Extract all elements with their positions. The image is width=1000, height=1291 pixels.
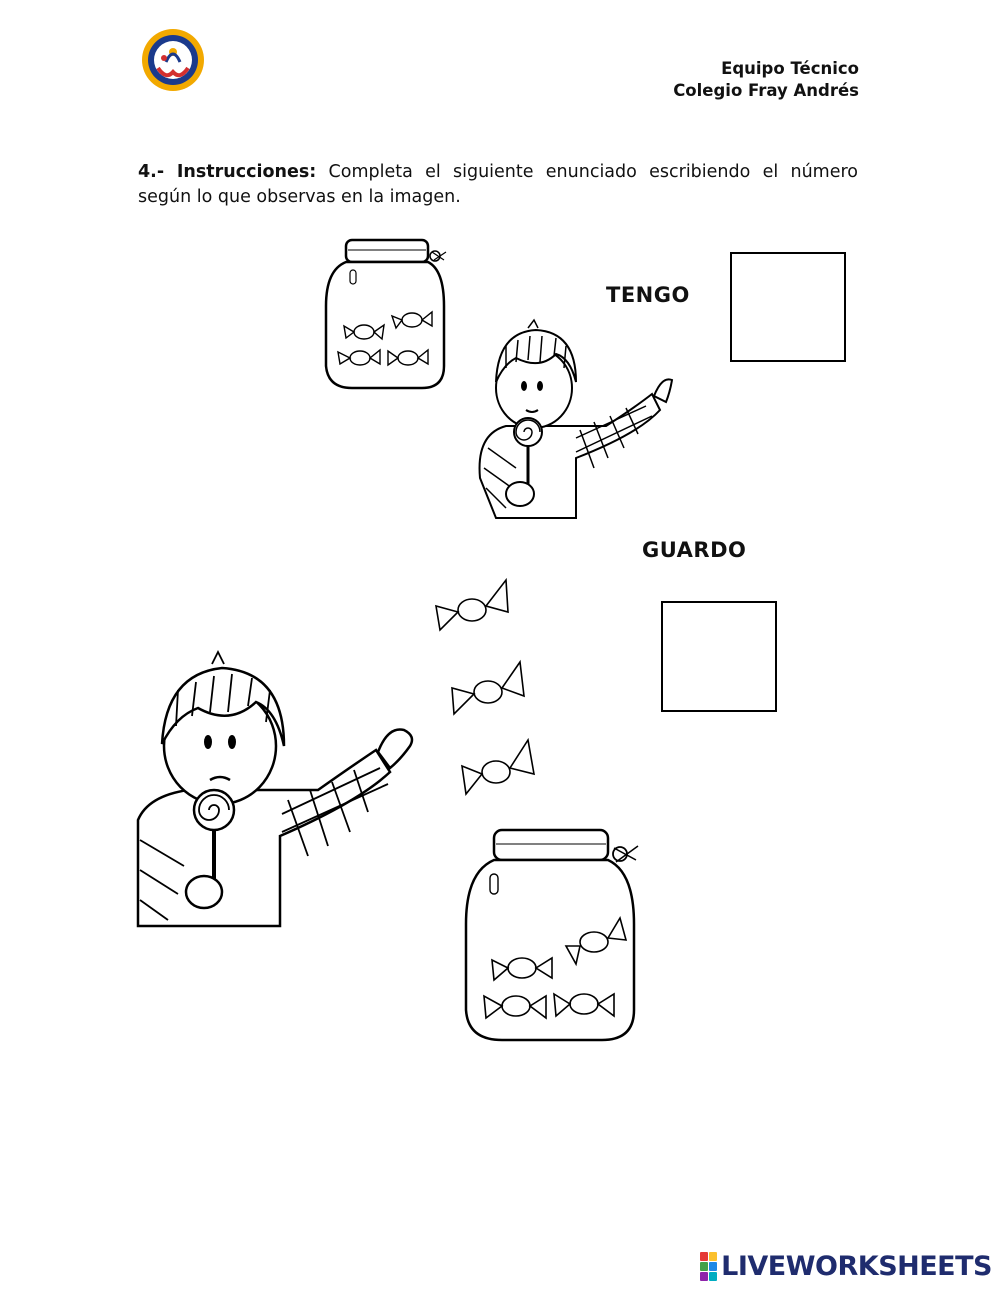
candy-icon xyxy=(436,580,508,630)
floating-candies xyxy=(430,576,540,806)
candy-jar-2 xyxy=(460,824,644,1050)
tengo-label: TENGO xyxy=(606,283,690,307)
liveworksheets-footer[interactable] xyxy=(700,1251,992,1282)
header-line-1: Equipo Técnico xyxy=(721,59,859,78)
school-logo-icon xyxy=(136,28,210,92)
liveworksheets-logo-icon xyxy=(700,1252,717,1281)
boy-with-lollipop-1 xyxy=(476,318,676,518)
header-line-2: Colegio Fray Andrés xyxy=(673,81,859,100)
boy-with-lollipop-2 xyxy=(138,650,420,930)
liveworksheets-brand: LIVEWORKSHEETS xyxy=(721,1251,992,1282)
instruction-text: Completa el siguiente enunciado escribiendo el número según lo que observas en la imagen. xyxy=(138,162,859,207)
tengo-answer-box[interactable] xyxy=(730,252,846,362)
guardo-label: GUARDO xyxy=(642,538,747,562)
guardo-answer-box[interactable] xyxy=(661,601,777,712)
candy-icon xyxy=(452,662,524,714)
school-logo xyxy=(136,28,210,92)
candy-icon xyxy=(462,740,534,794)
candy-jar-1 xyxy=(322,236,452,396)
instruction-paragraph xyxy=(138,160,858,210)
header-text xyxy=(673,58,859,102)
instruction-label: 4.- Instrucciones: xyxy=(138,162,317,182)
